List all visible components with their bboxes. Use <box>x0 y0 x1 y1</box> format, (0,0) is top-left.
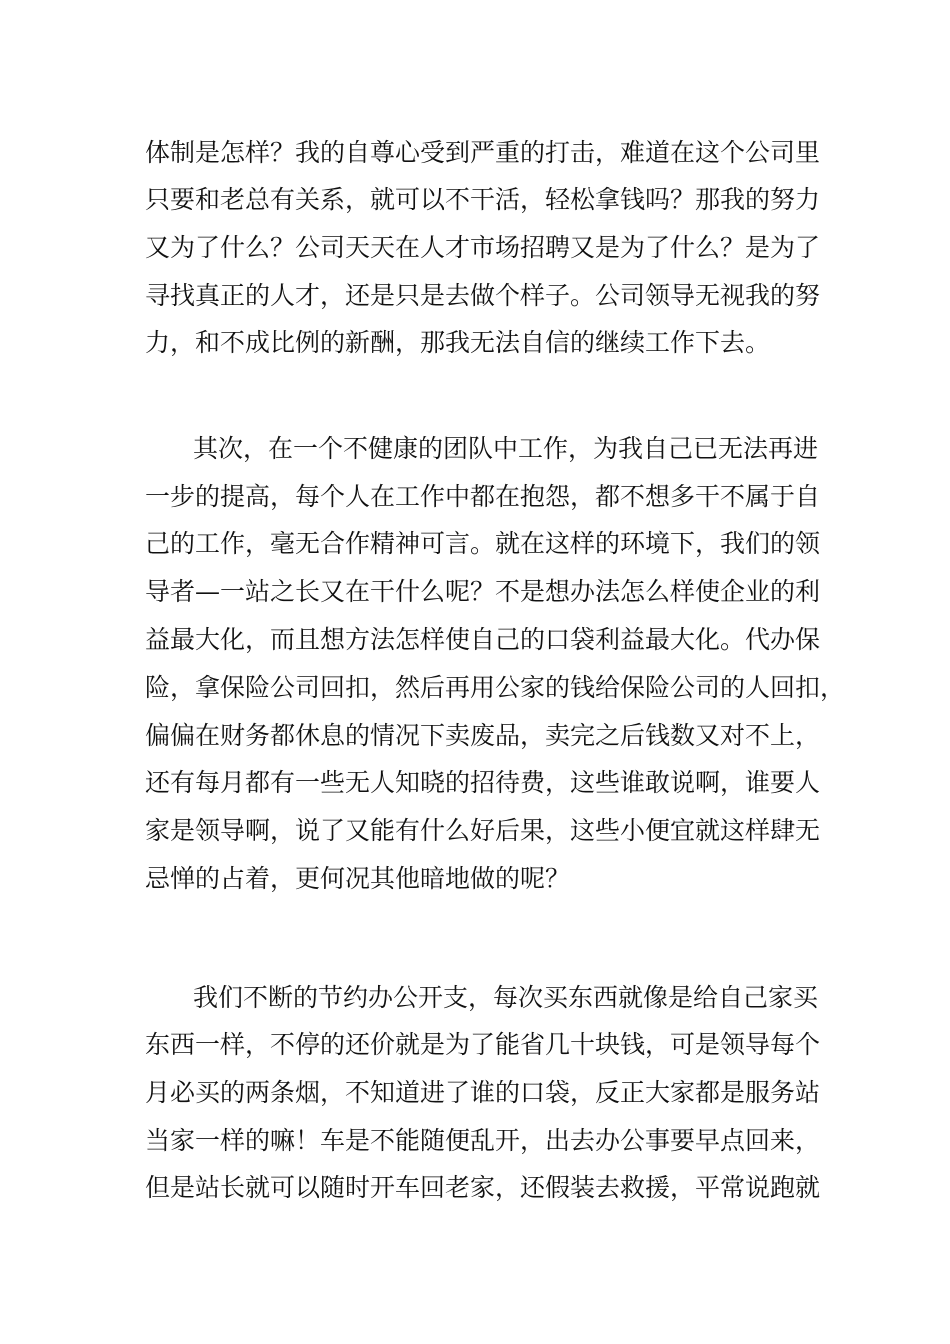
paragraph-2-line-2: 一步的提高，每个人在工作中都在抱怨，都不想多干不属于自 <box>145 482 821 511</box>
paragraph-1-line-4: 寻找真正的人才，还是只是去做个样子。公司领导无视我的努 <box>145 281 821 310</box>
paragraph-2-line-9: 家是领导啊，说了又能有什么好后果，这些小便宜就这样肆无 <box>145 816 821 845</box>
paragraph-1-line-5: 力，和不成比例的新酬，那我无法自信的继续工作下去。 <box>145 328 771 357</box>
paragraph-2-line-1: 其次，在一个不健康的团队中工作，为我自己已无法再进 <box>193 434 819 463</box>
paragraph-2-line-3: 己的工作，毫无合作精神可言。就在这样的环境下，我们的领 <box>145 529 821 558</box>
paragraph-3-line-5: 但是站长就可以随时开车回老家，还假装去救援，平常说跑就 <box>145 1173 821 1202</box>
paragraph-1-line-3: 又为了什么？公司天天在人才市场招聘又是为了什么？是为了 <box>145 233 821 262</box>
paragraph-2-line-4: 导者—一站之长又在干什么呢？不是想办法怎么样使企业的利 <box>145 577 821 606</box>
paragraph-2-line-10: 忌惮的占着，更何况其他暗地做的呢？ <box>145 864 571 893</box>
paragraph-2-line-6: 险，拿保险公司回扣，然后再用公家的钱给保险公司的人回扣， <box>145 673 846 702</box>
paragraph-1-line-2: 只要和老总有关系，就可以不干活，轻松拿钱吗？那我的努力 <box>145 185 821 214</box>
paragraph-2-line-5: 益最大化，而且想方法怎样使自己的口袋利益最大化。代办保 <box>145 625 821 654</box>
paragraph-2-line-8: 还有每月都有一些无人知晓的招待费，这些谁敢说啊，谁要人 <box>145 768 821 797</box>
paragraph-3-line-4: 当家一样的嘛！车是不能随便乱开，出去办公事要早点回来， <box>145 1126 821 1155</box>
paragraph-2-line-7: 偏偏在财务都休息的情况下卖废品，卖完之后钱数又对不上， <box>145 721 821 750</box>
paragraph-1-line-1: 体制是怎样？我的自尊心受到严重的打击，难道在这个公司里 <box>145 138 821 167</box>
paragraph-3-line-1: 我们不断的节约办公开支，每次买东西就像是给自己家买 <box>193 983 819 1012</box>
paragraph-3-line-2: 东西一样，不停的还价就是为了能省几十块钱，可是领导每个 <box>145 1030 821 1059</box>
paragraph-3-line-3: 月必买的两条烟，不知道进了谁的口袋，反正大家都是服务站 <box>145 1078 821 1107</box>
